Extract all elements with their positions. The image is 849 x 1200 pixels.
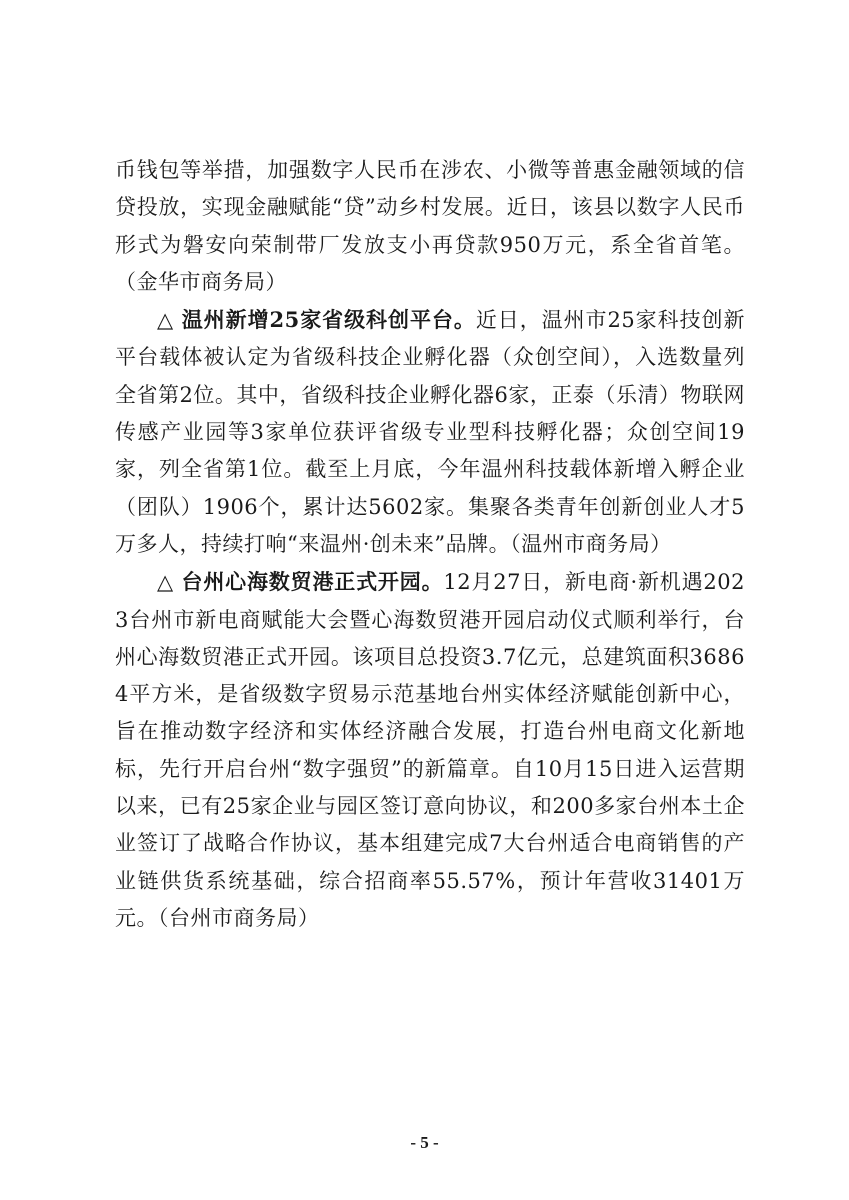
paragraph-body: 币钱包等举措，加强数字人民币在涉农、小微等普惠金融领域的信贷投放，实现金融赋能“贷”动乡村发展。近日，该县以数字人民币形式为磐安向荣制带厂发放支小再贷款950万元，系全省首笔。（金华市商务局） [115, 158, 745, 294]
paragraph-headline: 温州新增25家省级科创平台。 [181, 307, 476, 333]
paragraph-wenzhou [115, 301, 745, 563]
paragraph-headline: 台州心海数贸港正式开园。 [181, 569, 444, 595]
paragraph-body: 近日，温州市25家科技创新平台载体被认定为省级科技企业孵化器（众创空间），入选数量列全省第2位。其中，省级科技企业孵化器6家，正泰（乐清）物联网传感产业园等3家单位获评省级专业型科技孵化器；众创空间19家，列全省第1位。截至上月底，今年温州科技载体新增入孵企业（团队）1906个，累计达5602家。集聚各类青年创新创业人才5万多人，持续打响“来温州·创未来”品牌。（温州市商务局） [115, 308, 745, 556]
paragraph-jinhua-continued [115, 152, 745, 301]
triangle-bullet-icon: △ [157, 308, 175, 333]
triangle-bullet-icon: △ [157, 570, 174, 595]
paragraph-taizhou [115, 563, 745, 937]
paragraph-body: 12月27日，新电商·新机遇2023台州市新电商赋能大会暨心海数贸港开园启动仪式顺利举行，台州心海数贸港正式开园。该项目总投资3.7亿元，总建筑面积36864平方米，是省级数字贸易示范基地台州实体经济赋能创新中心，旨在推动数字经济和实体经济融合发展，打造台州电商文化新地标，先行开启台州“数字强贸”的新篇章。自10月15日进入运营期以来，已有25家企业与园区签订意向协议，和200多家台州本土企业签订了战略合作协议，基本组建完成7大台州适合电商销售的产业链供货系统基础，综合招商率55.57%，预计年营收31401万元。（台州市商务局） [115, 570, 746, 930]
document-body [115, 152, 745, 937]
page-number: - 5 - [410, 1133, 439, 1152]
